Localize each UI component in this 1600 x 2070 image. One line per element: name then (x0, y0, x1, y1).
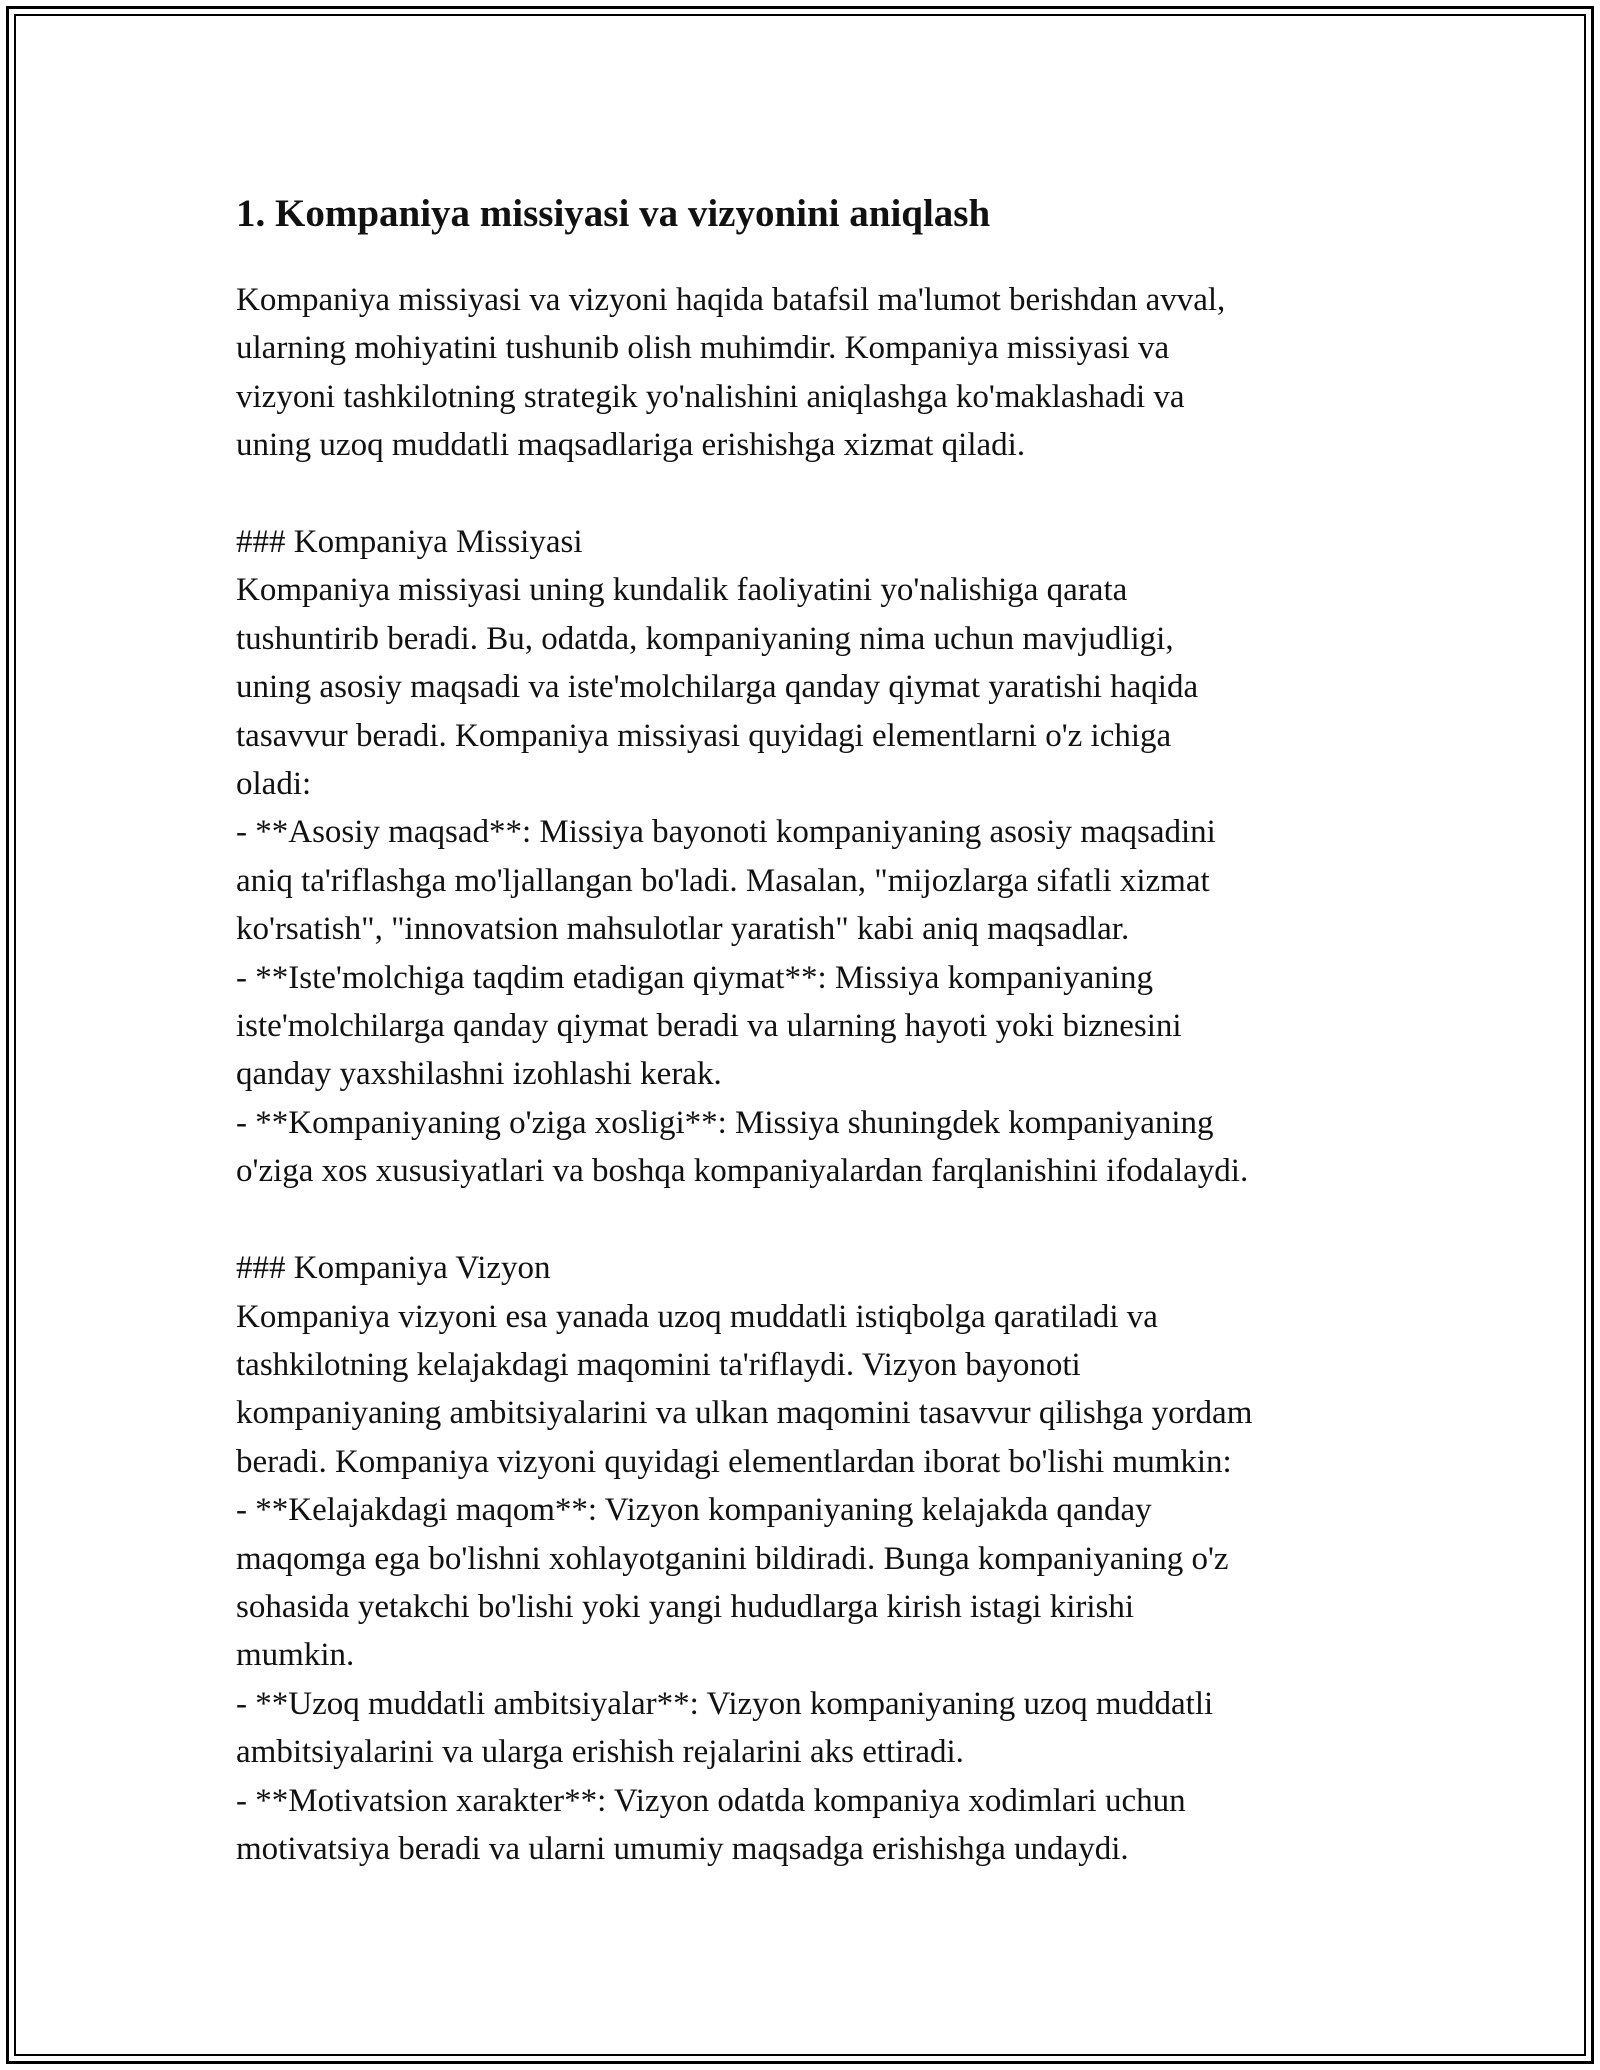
mission-text: Kompaniya missiyasi uning kundalik faoliyatini yo'nalishiga qarata tushuntirib beradi. Bu, odatda, kompaniyaning nima uchun mavjudligi, uning asosiy maqsadi va iste'molchilarga qanday qiymat yaratishi haqida tasavvur beradi. Kompaniya missiyasi quyidagi elementlarni o'z ichiga oladi: - **Asosiy maqsad**: Missiya bayonoti kompaniyaning asosiy maqsadini aniq ta'riflashga mo'ljallangan bo'ladi. Masalan, "mijozlarga sifatli xizmat ko'rsatish", "innovatsion mahsulotlar yaratish" kabi aniq maqsadlar. - **Iste'molchiga taqdim etadigan qiymat**: Missiya kompaniyaning iste'molchilarga qanday qiymat beradi va ularning hayoti yoki biznesini qanday yaxshilashni izohlashi kerak. - **Kompaniyaning o'ziga xosligi**: Missiya shuningdek kompaniyaning o'ziga xos xususiyatlari va boshqa kompaniyalardan farqlanishini ifodalaydi. (236, 572, 1249, 1190)
mission-heading: ### Kompaniya Missiyasi (236, 524, 583, 561)
paragraph-spacer (236, 1196, 1416, 1244)
vision-heading: ### Kompaniya Vizyon (236, 1250, 551, 1287)
document-body (236, 186, 1416, 1873)
vision-text: Kompaniya vizyoni esa yanada uzoq muddatli istiqbolga qaratiladi va tashkilotning kelajakdagi maqomini ta'riflaydi. Vizyon bayonoti kompaniyaning ambitsiyalarini va ulkan maqomini tasavvur qilishga yordam beradi. Kompaniya vizyoni quyidagi elementlardan iborat bo'lishi mumkin: - **Kelajakdagi maqom**: Vizyon kompaniyaning kelajakda qanday maqomga ega bo'lishni xohlayotganini bildiradi. Bunga kompaniyaning o'z sohasida yetakchi bo'lishi yoki yangi hududlarga kirish istagi kirishi mumkin. - **Uzoq muddatli ambitsiyalar**: Vizyon kompaniyaning uzoq muddatli ambitsiyalarini va ularga erishish rejalarini aks ettiradi. - **Motivatsion xarakter**: Vizyon odatda kompaniya xodimlari uchun motivatsiya beradi va ularni umumiy maqsadga erishishga undaydi. (236, 1298, 1253, 1867)
intro-paragraph: Kompaniya missiyasi va vizyoni haqida batafsil ma'lumot berishdan avval, ularning mohiyatini tushunib olish muhimdir. Kompaniya missiyasi va vizyoni tashkilotning strategik yo'nalishini aniqlashga ko'maklashadi va uning uzoq muddatli maqsadlariga erishishga xizmat qiladi. (236, 282, 1226, 464)
document-title: 1. Kompaniya missiyasi va vizyonini aniqlash (236, 192, 991, 235)
paragraph-spacer (236, 470, 1416, 518)
